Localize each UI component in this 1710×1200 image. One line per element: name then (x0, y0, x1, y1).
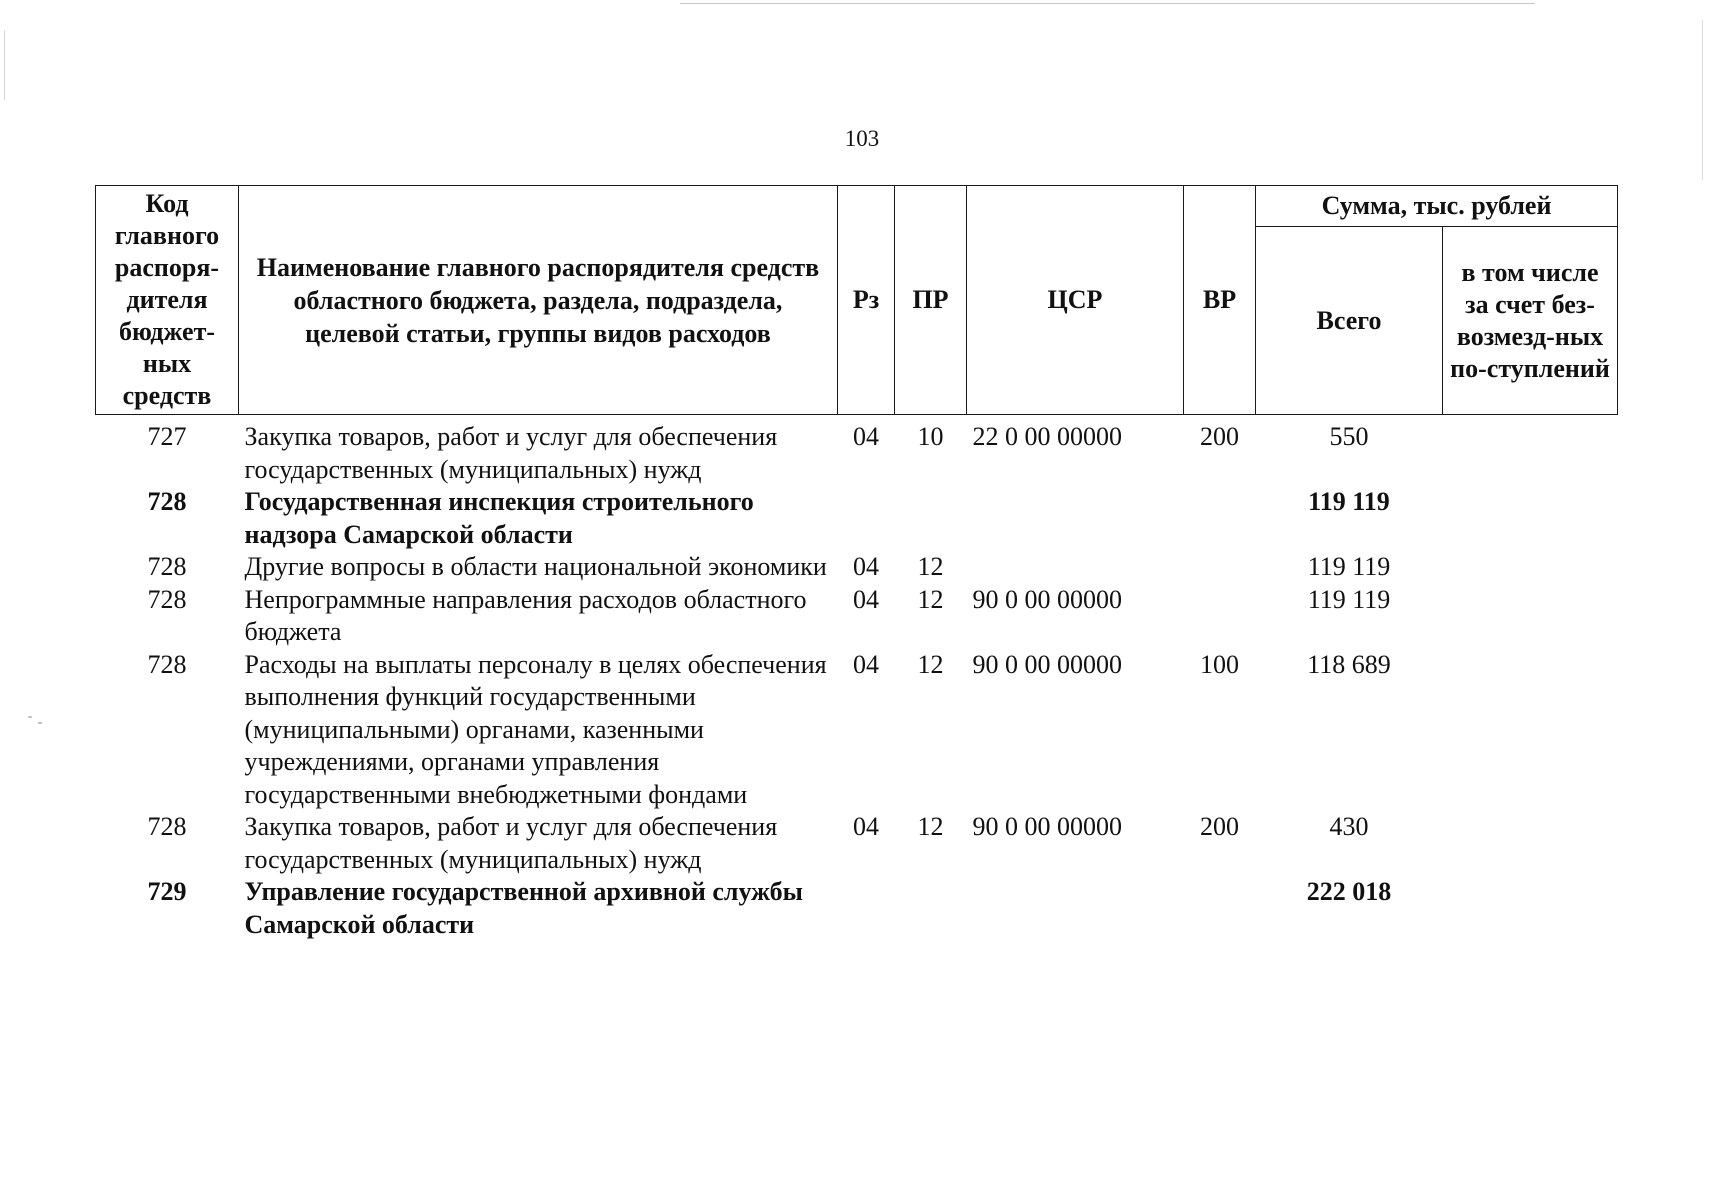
cell-vr: 200 (1200, 812, 1239, 841)
cell-pr (895, 486, 967, 551)
cell-rz: 04 (853, 584, 879, 614)
cell-vr: 200 (1200, 422, 1239, 451)
header-vr: ВР (1184, 186, 1256, 415)
table-row (96, 649, 1618, 812)
scan-speck (38, 722, 42, 724)
table-row (96, 415, 1618, 487)
cell-csr (967, 551, 1184, 584)
scan-artifact-top-line (680, 3, 1535, 4)
cell-name: Управление государственной архивной службы Самарской области (244, 877, 803, 939)
cell-kod: 727 (147, 422, 187, 451)
cell-csr: 90 0 00 00000 (972, 584, 1122, 614)
page-number: 103 (844, 126, 880, 151)
cell-kod: 728 (147, 812, 187, 841)
cell-including (1443, 584, 1618, 649)
cell-rz (838, 876, 895, 941)
cell-total: 119 119 (1307, 552, 1391, 581)
cell-pr: 12 (917, 584, 944, 614)
table-header (96, 186, 1618, 415)
header-including: в том числе за счет без-возмезд-ных по-ступлений (1443, 227, 1618, 415)
cell-pr: 12 (917, 552, 944, 581)
table-row (96, 486, 1618, 551)
cell-kod: 728 (147, 649, 187, 679)
cell-total: 119 119 (1308, 487, 1390, 516)
scan-artifact-left-edge (4, 30, 5, 100)
cell-rz: 04 (853, 812, 879, 841)
header-csr: ЦСР (967, 186, 1184, 415)
cell-including (1443, 551, 1618, 584)
cell-total: 430 (1329, 812, 1369, 841)
header-rz: Рз (838, 186, 895, 415)
cell-kod: 728 (147, 584, 187, 614)
cell-total: 119 119 (1307, 584, 1391, 614)
cell-name: Закупка товаров, работ и услуг для обеспечения государственных (муниципальных) нужд (244, 812, 778, 874)
cell-name: Закупка товаров, работ и услуг для обеспечения государственных (муниципальных) нужд (244, 422, 778, 484)
cell-name: Расходы на выплаты персоналу в целях обеспечения выполнения функций государственными (муниципальными) органами, казенными учреждениями, органами управления государственными внебюджетными фондами (244, 649, 827, 809)
cell-kod: 728 (147, 552, 187, 581)
table-body (96, 415, 1618, 942)
cell-pr (895, 876, 967, 941)
cell-pr: 12 (917, 812, 944, 841)
header-name: Наименование главного распорядителя средств областного бюджета, раздела, подраздела, целевой статьи, группы видов расходов (239, 186, 838, 415)
cell-rz: 04 (853, 422, 879, 451)
cell-vr (1184, 551, 1256, 584)
header-total: Всего (1256, 227, 1443, 415)
cell-csr (967, 876, 1184, 941)
table-row (96, 876, 1618, 941)
cell-including (1443, 649, 1618, 812)
header-kod: Код главного распоря-дителя бюджет-ных средств (96, 186, 239, 415)
cell-kod: 729 (147, 877, 187, 906)
cell-total: 118 689 (1307, 649, 1391, 679)
cell-csr: 90 0 00 00000 (972, 649, 1122, 679)
cell-pr: 10 (917, 422, 944, 451)
cell-including (1443, 415, 1618, 487)
cell-including (1443, 486, 1618, 551)
cell-rz: 04 (853, 552, 879, 581)
cell-total: 222 018 (1306, 877, 1392, 906)
cell-name: Непрограммные направления расходов областного бюджета (244, 584, 807, 646)
cell-pr: 12 (917, 649, 944, 679)
cell-kod: 728 (147, 487, 187, 516)
cell-rz (838, 486, 895, 551)
cell-name: Государственная инспекция строительного надзора Самарской области (244, 487, 754, 549)
cell-vr (1184, 486, 1256, 551)
cell-vr (1184, 584, 1256, 649)
header-sum: Сумма, тыс. рублей (1256, 186, 1618, 227)
cell-csr: 90 0 00 00000 (972, 812, 1122, 841)
table-row (96, 811, 1618, 876)
scan-artifact-right-edge (1702, 20, 1703, 180)
table-row (96, 551, 1618, 584)
cell-csr: 22 0 00 00000 (972, 422, 1122, 451)
cell-vr (1184, 876, 1256, 941)
header-pr: ПР (895, 186, 967, 415)
cell-rz: 04 (853, 649, 879, 679)
cell-csr (967, 486, 1184, 551)
scan-speck (28, 716, 32, 718)
cell-including (1443, 876, 1618, 941)
cell-name: Другие вопросы в области национальной экономики (244, 552, 827, 581)
cell-including (1443, 811, 1618, 876)
cell-total: 550 (1329, 422, 1369, 451)
table-row (96, 584, 1618, 649)
budget-table (95, 185, 1618, 941)
cell-vr: 100 (1200, 649, 1239, 679)
